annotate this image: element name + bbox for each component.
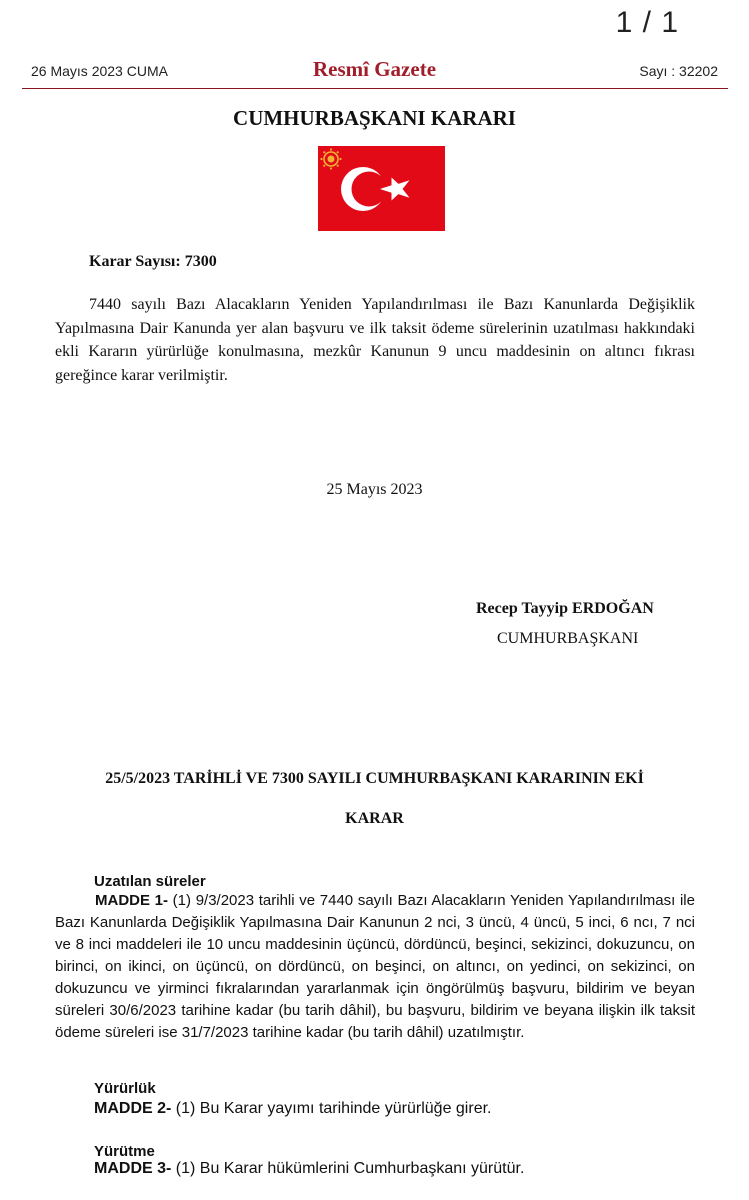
gazette-issue: Sayı : 32202 [639, 63, 718, 79]
header-divider [22, 88, 728, 89]
document-title: CUMHURBAŞKANI KARARI [233, 106, 516, 130]
decision-number: Karar Sayısı: 7300 [89, 253, 217, 270]
section-heading-extended-periods: Uzatılan süreler [94, 873, 206, 890]
decision-date: 25 Mayıs 2023 [326, 481, 423, 498]
page-indicator: 1 / 1 [615, 6, 679, 39]
signatory-name: Recep Tayyip ERDOĞAN [476, 600, 654, 617]
article-2 [94, 1100, 491, 1118]
turkish-flag-icon [318, 146, 445, 231]
intro-paragraph: 7440 sayılı Bazı Alacakların Yeniden Yapılandırılması ile Bazı Kanunlarda Değişiklik Yapılmasına Dair Kanunda yer alan başvuru ve ilk taksit ödeme sürelerinin uzatılması hakkındaki ekli Kararın yürürlüğe konulmasına, mezkûr Kanunun 9 uncu maddesinin on altıncı fıkrası gereğince karar verilmiştir. [55, 296, 695, 384]
presidential-seal-icon [320, 148, 341, 169]
article-3 [94, 1160, 524, 1178]
article-1-label: MADDE 1- [95, 892, 169, 909]
gazette-name: Resmî Gazete [312, 57, 437, 81]
annex-title: 25/5/2023 TARİHLİ VE 7300 SAYILI CUMHURBAŞKANI KARARININ EKİ [105, 770, 644, 787]
article-1-text: (1) 9/3/2023 tarihli ve 7440 sayılı Bazı Alacakların Yeniden Yapılandırılması ile Bazı Kanunlarda Değişiklik Yapılmasına Dair Kanunun 2 nci, 3 üncü, 4 üncü, 5 inci, 6 ncı, 7 nci ve 8 inci maddeleri ile 10 uncu maddesinin üçüncü, dördüncü, beşinci, sekizinci, dokuzuncu, on birinci, on ikinci, on üçüncü, on dördüncü, on beşinci, on altıncı, on yedinci, on sekizinci, on dokuzuncu ve yirminci fıkralarından yararlanmak için öngörülmüş başvuru, bildirim ve beyan süreleri 30/6/2023 tarihine kadar (bu tarih dâhil), bu başvuru, bildirim ve beyana ilişkin ilk taksit ödeme süreleri ise 31/7/2023 tarihine kadar (bu tarih dâhil) uzatılmıştır. [55, 892, 695, 1041]
article-3-text: (1) Bu Karar hükümlerini Cumhurbaşkanı yürütür. [171, 1160, 525, 1177]
gazette-date: 26 Mayıs 2023 CUMA [31, 63, 168, 79]
section-heading-execution: Yürütme [94, 1143, 155, 1160]
article-3-label: MADDE 3- [94, 1160, 172, 1177]
article-2-text: (1) Bu Karar yayımı tarihinde yürürlüğe girer. [171, 1100, 492, 1117]
article-2-label: MADDE 2- [94, 1100, 172, 1117]
section-heading-effective-date: Yürürlük [94, 1080, 156, 1097]
article-1 [55, 890, 695, 1044]
signatory-title: CUMHURBAŞKANI [497, 630, 639, 647]
annex-subtitle: KARAR [345, 810, 404, 827]
